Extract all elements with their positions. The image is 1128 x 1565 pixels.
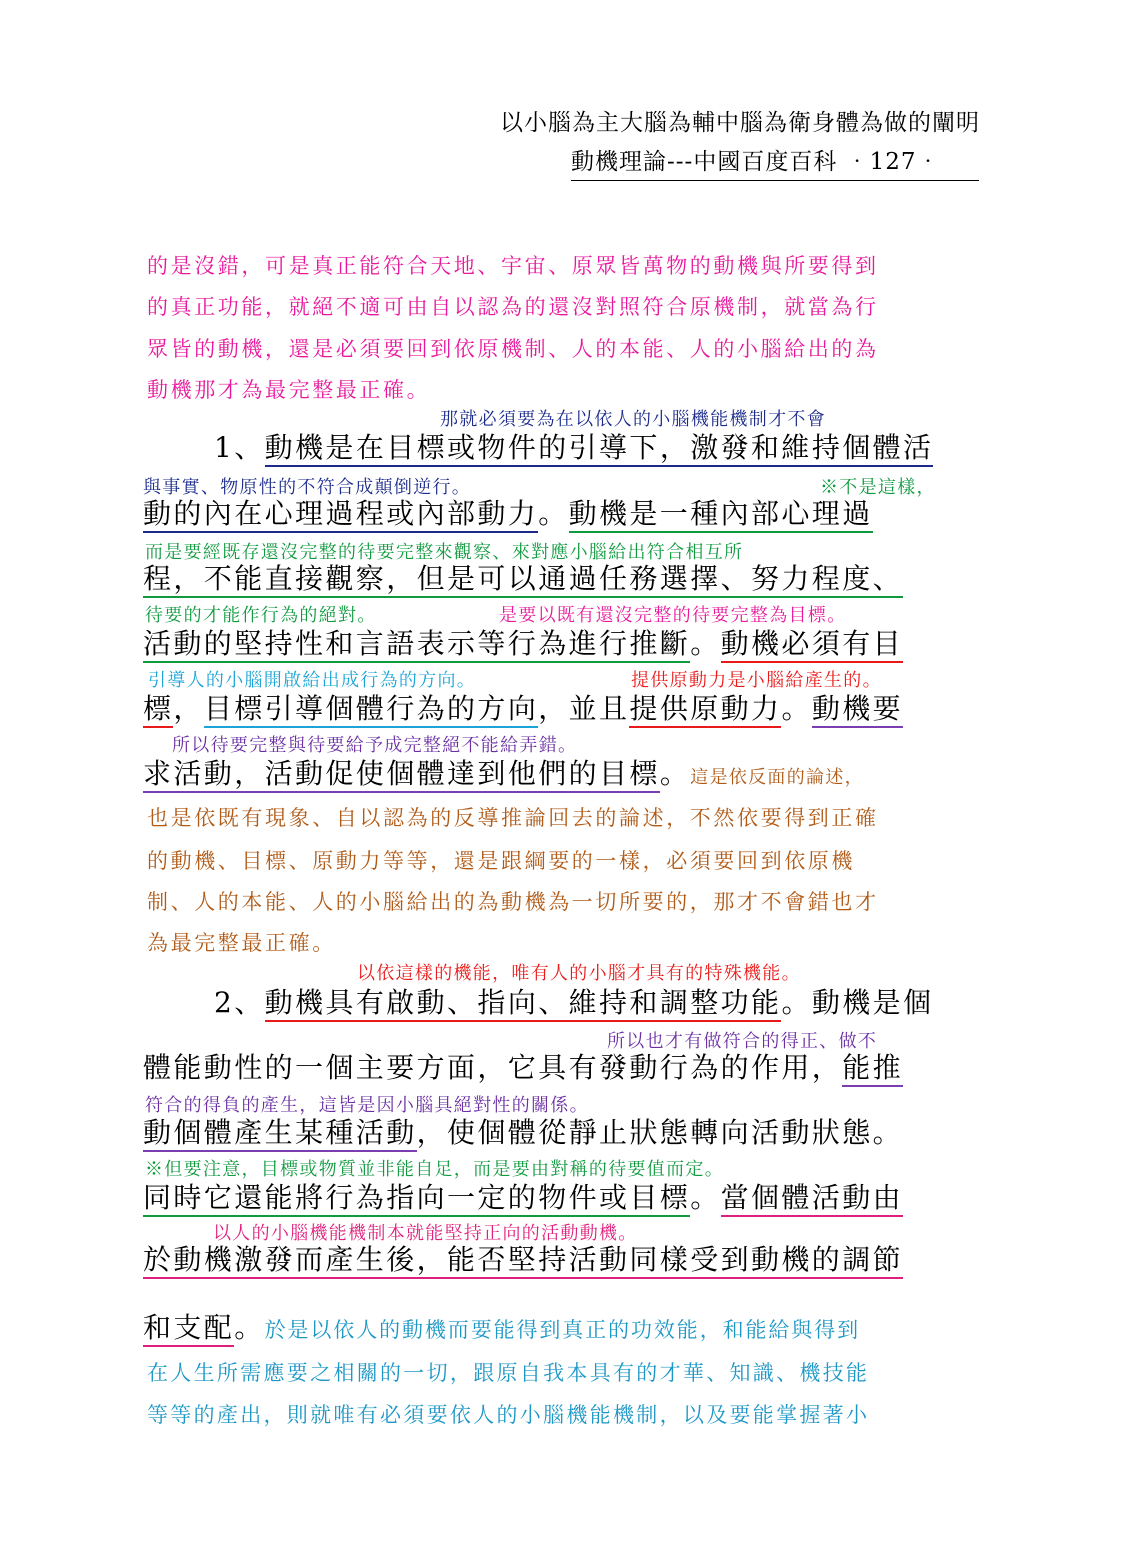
annotation: 這是依反面的論述， <box>690 767 864 788</box>
intro-line: 動機那才為最完整最正確。 <box>147 378 431 402</box>
intro-line: 的是沒錯，可是真正能符合天地、宇宙、原眾皆萬物的動機與所要得到 <box>147 254 879 278</box>
intro-line: 的真正功能，就絕不適可由自以認為的還沒對照符合原機制，就當為行 <box>147 295 879 319</box>
commentary-line: 為最完整最正確。 <box>147 931 336 955</box>
underlined-text: 能推 <box>842 1051 903 1087</box>
underlined-text: 提供原動力 <box>629 692 781 728</box>
annotation: ※不是這樣， <box>820 477 936 498</box>
annotation: 所以待要完整與待要給予成完整絕不能給弄錯。 <box>172 735 578 756</box>
main-line <box>143 557 903 597</box>
commentary-line: 等等的產出，則就唯有必須要依人的小腦機能機制，以及要能掌握著小 <box>147 1403 870 1427</box>
underlined-text: 標 <box>143 692 173 728</box>
plain-text: 。 <box>234 1311 265 1344</box>
main-line <box>214 426 933 466</box>
plain-text: ，使個體從靜止狀態轉向活動狀態。 <box>416 1116 904 1149</box>
underlined-text: 動機要 <box>812 692 903 728</box>
annotation: 以人的小腦機能機制本就能堅持正向的活動動機。 <box>213 1223 638 1244</box>
commentary-line: 制、人的本能、人的小腦給出的為動機為一切所要的，那才不會錯也才 <box>147 890 879 914</box>
underlined-text: 目標引導個體行為的方向 <box>204 692 538 728</box>
plain-text: 。 <box>659 757 691 790</box>
underlined-text: 當個體活動由 <box>721 1181 903 1217</box>
annotation: 於是以依人的動機而要能得到真正的功效能，和能給與得到 <box>264 1318 861 1342</box>
commentary-line: 的動機、目標、原動力等等，還是跟綱要的一樣，必須要回到依原機 <box>147 849 855 873</box>
plain-text: 。 <box>781 692 812 725</box>
annotation: 提供原動力是小腦給產生的。 <box>631 670 882 691</box>
underlined-text: 於動機激發而產生後，能否堅持活動同樣受到動機的調節 <box>143 1243 903 1279</box>
main-line <box>143 492 873 532</box>
underlined-text: 動機必須有目 <box>721 627 903 663</box>
underlined-text: 動的內在心理過程或內部動力 <box>143 497 538 533</box>
item-number: 1、 <box>214 431 265 464</box>
commentary-line: 在人生所需應要之相關的一切，跟原自我本具有的才華、知識、機技能 <box>147 1361 870 1385</box>
commentary-line: 也是依既有現象、自以認為的反導推論回去的論述，不然依要得到正確 <box>147 806 879 830</box>
annotation: 所以也才有做符合的得正、做不 <box>607 1031 878 1052</box>
main-line <box>143 1111 903 1151</box>
annotation: 是要以既有還沒完整的待要完整為目標。 <box>499 605 847 626</box>
annotation: 以依這樣的機能，唯有人的小腦才具有的特殊機能。 <box>357 963 801 984</box>
underlined-text: 求活動，活動促使個體達到他們的目標 <box>143 757 660 793</box>
annotation: 與事實、物原性的不符合成顛倒逆行。 <box>143 477 472 498</box>
main-line <box>143 1176 903 1216</box>
plain-text: ，並且 <box>538 692 630 725</box>
annotation: 而是要經既存還沒完整的待要完整來觀察、來對應小腦給出符合相互所 <box>145 542 744 563</box>
annotation: 引導人的小腦開啟給出成行為的方向。 <box>148 670 477 691</box>
intro-line: 眾皆的動機，還是必須要回到依原機制、人的本能、人的小腦給出的為 <box>147 337 879 361</box>
annotation: 那就必須要為在以依人的小腦機能機制才不會 <box>440 409 826 430</box>
main-line <box>214 981 933 1021</box>
underlined-text: 動機是在目標或物件的引導下，激發和維持個體活 <box>265 431 934 467</box>
underlined-text: 動機具有啟動、指向、維持和調整功能 <box>265 986 782 1022</box>
annotation: 待要的才能作行為的絕對。 <box>145 605 377 626</box>
item-number: 2、 <box>214 986 265 1019</box>
plain-text: 。 <box>690 1181 721 1214</box>
main-line <box>143 1046 903 1086</box>
main-line <box>143 1306 860 1346</box>
underlined-text: 和支配 <box>143 1311 234 1347</box>
main-line <box>143 752 864 792</box>
plain-text: 。動機是個 <box>781 986 934 1019</box>
underlined-text: 活動的堅持性和言語表示等行為進行推斷 <box>143 627 690 663</box>
underlined-text: 動個體產生某種活動 <box>143 1116 417 1152</box>
annotation: ※但要注意，目標或物質並非能自足，而是要由對稱的待要值而定。 <box>145 1159 724 1180</box>
underlined-text: 程，不能直接觀察，但是可以通過任務選擇、努力程度、 <box>143 562 903 598</box>
main-line <box>143 1238 903 1278</box>
plain-text: 。 <box>538 497 569 530</box>
header-chapter: 動機理論---中國百度百科 ‧127‧ <box>571 143 979 181</box>
annotation: 符合的得負的產生，這皆是因小腦具絕對性的關係。 <box>145 1095 589 1116</box>
plain-text: 。 <box>690 627 721 660</box>
main-line <box>143 687 903 727</box>
plain-text: ， <box>173 692 204 725</box>
underlined-text: 動機是一種內部心理過 <box>569 497 873 533</box>
plain-text: 體能動性的一個主要方面，它具有發動行為的作用， <box>143 1051 843 1084</box>
header-title: 以小腦為主大腦為輔中腦為衛身體為做的闡明 <box>500 110 980 136</box>
main-line <box>143 622 903 662</box>
underlined-text: 同時它還能將行為指向一定的物件或目標 <box>143 1181 690 1217</box>
